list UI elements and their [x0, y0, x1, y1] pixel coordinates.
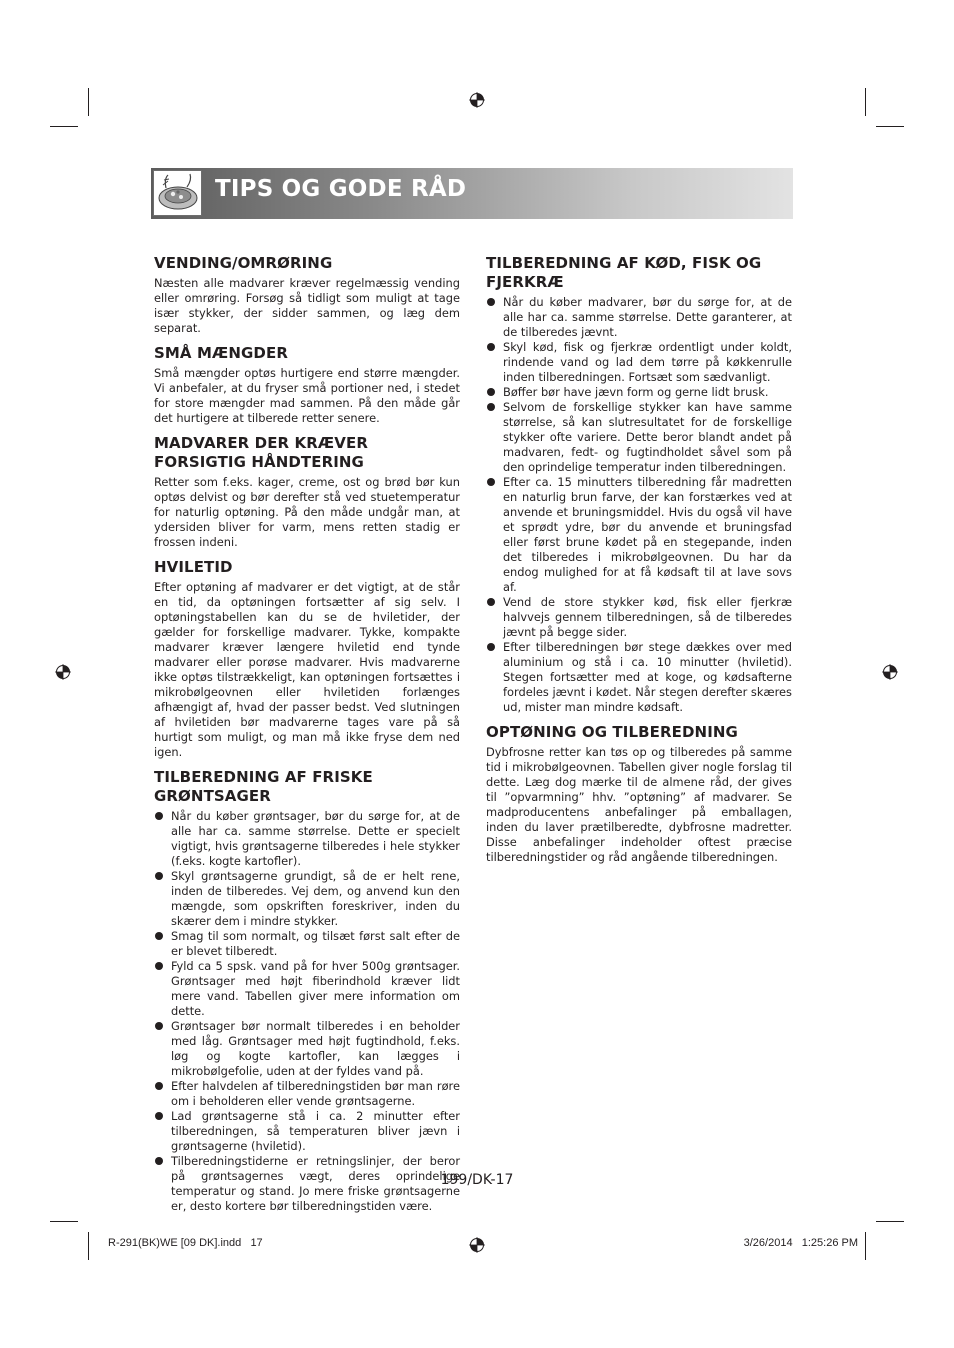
- registration-mark-icon: [55, 664, 71, 680]
- list-item: Vend de store stykker kød, fisk eller fjerkræ halvvejs gennem tilberedningen, så de tilberedes jævnt på begge sider.: [486, 595, 792, 640]
- section-paragraph: Dybfrosne retter kan tøs op og tilberedes på samme tid i mikrobølgeovnen. Tabellen giver nogle forslag til dette. Læg dog mærke til de almene råd, der gives til ”opvarmning” hhv. ”optøning” af madvarer. Se madproducentens anbefalinger på emballagen, inden du laver prætilberedte, dybfrosne madretter. Disse anbefalinger indeholder oftest præcise tilberedningstider og råd angående tilberedningen.: [486, 745, 792, 864]
- section-paragraph: Retter som f.eks. kager, creme, ost og brød bør kun optøs delvist og bør derefter stå ved stuetemperatur for naturlig optøning. På den måde undgår man, at ydersiden bliver for varm, mens retten stadig er frossen indeni.: [154, 475, 460, 549]
- section-rest-time: [154, 558, 460, 760]
- section-paragraph: Næsten alle madvarer kræver regelmæssig vending eller omrøring. Forsøg så tidligt som muligt at tage især stykker, der sidder sammen, og læg dem separat.: [154, 276, 460, 335]
- section-paragraph: Små mængder optøs hurtigere end større mængder. Vi anbefaler, at du fryser små portioner ned, i stedet for store mængder mad sammen. På den måde går det hurtigere at tilberede retter senere.: [154, 366, 460, 425]
- section-small-amounts: [154, 344, 460, 426]
- list-item: Bøffer bør have jævn form og gerne lidt brusk.: [486, 385, 792, 400]
- registration-mark-icon: [882, 664, 898, 680]
- section-heading: MADVARER DER KRÆVER FORSIGTIG HÅNDTERING: [154, 434, 368, 471]
- section-fresh-vegetables: [154, 768, 460, 1214]
- section-header: [151, 168, 793, 219]
- list-item: Selvom de forskellige stykker kan have samme størrelse, så kan slutresultatet for de forskellige stykker ofte variere. Dette beror blandt andet på madvaren, fedt- og fugtindholdet såvel som på den oprindelige temperatur inden tilberedningen.: [486, 400, 792, 475]
- list-item: Smag til som normalt, og tilsæt først salt efter de er blevet tilberedt.: [154, 929, 460, 959]
- list-item: Fyld ca 5 spsk. vand på for hver 500g grøntsager. Grøntsager med højt fiberindhold kræver lidt mere vand. Tabellen giver mere information om dette.: [154, 959, 460, 1019]
- list-item: Lad grøntsagerne stå i ca. 2 minutter efter tilberedningen, så temperaturen bliver jævn i grøntsagerne (hviletid).: [154, 1109, 460, 1154]
- section-heading: TILBEREDNING AF KØD, FISK OG FJERKRÆ: [486, 254, 762, 291]
- section-heading: TILBEREDNING AF FRISKE GRØNTSAGER: [154, 768, 373, 805]
- crop-mark: [50, 1221, 78, 1222]
- list-item: Efter tilberedningen bør stege dækkes over med aluminium og stå i ca. 10 minutter (hviletid). Stegen fortsætter med at koge, og kødsafterne fordeles jævnt i kødet. Når stegen derefter skæres ud, mister man mindre kødsaft.: [486, 640, 792, 715]
- list-item: Grøntsager bør normalt tilberedes i en beholder med låg. Grøntsager med højt fugtindhold, f.eks. løg og kogte kartofler, kan lægges i mikrobølgefolie, uden at der fyldes vand på.: [154, 1019, 460, 1079]
- file-slug: R-291(BK)WE [09 DK].indd 17: [108, 1237, 263, 1249]
- section-careful-handling: [154, 434, 460, 550]
- section-heading: VENDING/OMRØRING: [154, 254, 333, 272]
- crop-mark: [50, 126, 78, 127]
- section-heading: SMÅ MÆNGDER: [154, 344, 288, 362]
- crop-mark: [88, 1232, 89, 1260]
- list-item: Skyl grøntsagerne grundigt, så de er helt rene, inden de tilberedes. Vej dem, og anvend kun den mængde, som opskriften foreskriver, inden du skærer dem i mindre stykker.: [154, 869, 460, 929]
- registration-mark-icon: [469, 92, 485, 108]
- crop-mark: [876, 126, 904, 127]
- list-item: Tilberedningstiderne er retningslinjer, der beror på grøntsagernes vægt, deres oprindelige temperatur og stand. Jo mere friske grøntsagerne er, desto kortere bør tilberedningstiden være.: [154, 1154, 460, 1214]
- registration-mark-icon: [469, 1237, 485, 1253]
- list-item: Når du køber madvarer, bør du sørge for, at de alle har ca. samme størrelse. Dette garanterer, at de tilberedes jævnt.: [486, 295, 792, 340]
- section-paragraph: Efter optøning af madvarer er det vigtigt, at de står en tid, da optøningen fortsætter af sig selv. I optøningstabellen kan du se de hviletider, der gælder for forskellige madvarer. Tykke, kompakte madvarer kræver længere hviletid end tynde madvarer eller porøse madvarer. Hvis madvarerne ikke optøs tilstrækkeligt, kan optøningen fortsættes i mikrobølgeovnen eller hviletiden forlænges afhængigt af, hvad der passer bedst. Ved slutningen af hviletiden bør madvarerne tages vare på så hurtigt som muligt, og man må ikke fryse dem ned igen.: [154, 580, 460, 759]
- section-defrost-and-cook: [486, 723, 792, 865]
- crop-mark: [88, 88, 89, 116]
- print-timestamp: 3/26/2014 1:25:26 PM: [743, 1237, 858, 1249]
- page-number: 199/DK-17: [440, 1172, 514, 1188]
- food-plate-icon: [153, 170, 202, 216]
- section-vending: [154, 254, 460, 336]
- bullet-list: [154, 809, 460, 1214]
- left-column: [154, 254, 460, 1222]
- list-item: Efter halvdelen af tilberedningstiden bør man røre om i beholderen eller vende grøntsagerne.: [154, 1079, 460, 1109]
- bullet-list: [486, 295, 792, 715]
- crop-mark: [865, 1232, 866, 1260]
- crop-mark: [865, 88, 866, 116]
- right-column: [486, 254, 792, 873]
- list-item: Når du køber grøntsager, bør du sørge for, at de alle har ca. samme størrelse. Dette er specielt vigtigt, hvis grøntsagerne tilberedes i hele stykker (f.eks. kogte kartofler).: [154, 809, 460, 869]
- list-item: Efter ca. 15 minutters tilberedning får madretten en naturlig brun farve, der kan forstærkes ved at anvende et bruningsmiddel. Hvis du også vil have et sprødt ydre, bør du anvende et bruningsfad eller først brune kødet på en stegepande, inden det tilberedes i mikrobølgeovnen. Du har da endog mulighed for at få kødsaft til at lave sovs af.: [486, 475, 792, 595]
- crop-mark: [876, 1221, 904, 1222]
- list-item: Skyl kød, fisk og fjerkræ ordentligt under koldt, rindende vand og lad dem tørre på køkkenrulle inden tilberedningen. Fortsæt som sædvanligt.: [486, 340, 792, 385]
- page-title: TIPS OG GODE RÅD: [215, 176, 467, 202]
- section-meat-fish-poultry: [486, 254, 792, 715]
- section-heading: HVILETID: [154, 558, 233, 576]
- section-heading: OPTØNING OG TILBEREDNING: [486, 723, 738, 741]
